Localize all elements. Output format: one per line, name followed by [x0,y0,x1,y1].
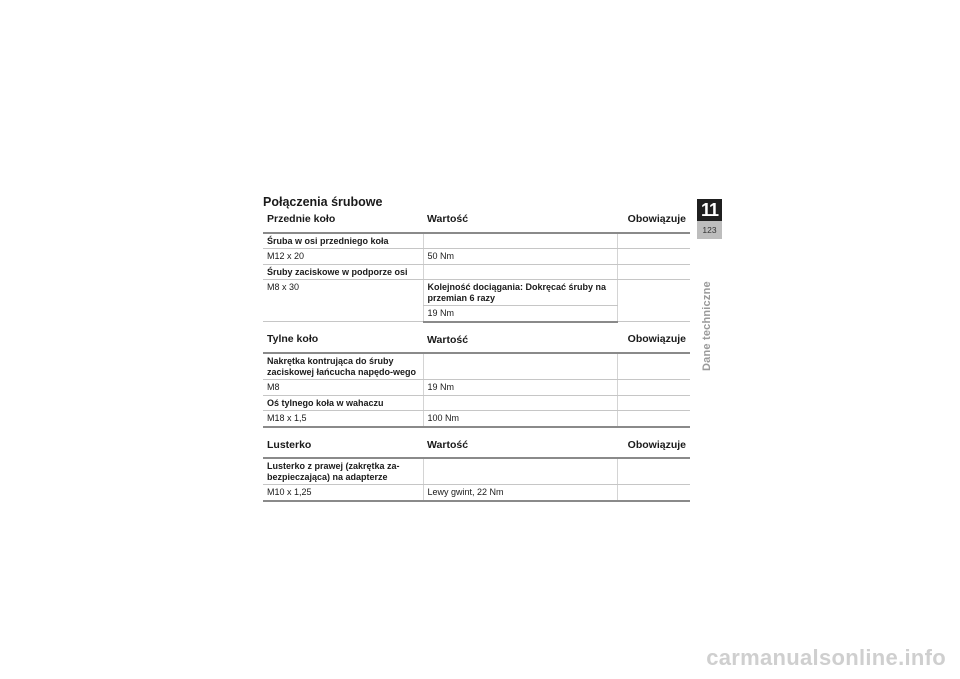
table-row [263,264,690,280]
table-row [263,380,690,396]
part-label: Śruba w osi przedniego koła [263,233,423,249]
bolt-size: M18 x 1,5 [263,411,423,427]
section-side-title: Dane techniczne [701,281,713,371]
page-number: 123 [697,221,722,239]
section-header-mirror [263,427,690,459]
column-value-header: Wartość [423,210,617,233]
table-row [263,233,690,249]
table-row [263,395,690,411]
bolt-size: M10 x 1,25 [263,485,423,501]
torque-value: 100 Nm [423,411,617,427]
table-row [263,411,690,427]
part-label: Lusterko z prawej (zakrętka za-bezpieczająca) na adapterze [263,458,423,485]
table-row [263,353,690,380]
table-row [263,280,690,306]
part-label: Oś tylnego koła w wahaczu [263,395,423,411]
table-row [263,485,690,501]
table-row [263,249,690,265]
torque-value: Lewy gwint, 22 Nm [423,485,617,501]
torque-table [263,210,690,502]
section-title: Lusterko [263,427,423,459]
torque-value: 19 Nm [423,380,617,396]
section-header-front-wheel [263,210,690,233]
bolt-size: M8 [263,380,423,396]
watermark: carmanualsonline.info [706,645,946,670]
chapter-number: 11 [697,199,722,221]
part-label: Nakrętka kontrująca do śruby zaciskowej łańcucha napędo-wego [263,353,423,380]
column-value-header: Wartość [423,427,617,459]
part-label: Śruby zaciskowe w podporze osi [263,264,423,280]
torque-value: 19 Nm [423,306,617,322]
bolt-size: M8 x 30 [263,280,423,322]
page-heading: Połączenia śrubowe [263,195,383,209]
torque-value: 50 Nm [423,249,617,265]
column-applies-header: Obowiązuje [617,427,690,459]
column-applies-header: Obowiązuje [617,322,690,354]
bolt-size: M12 x 20 [263,249,423,265]
section-title: Tylne koło [263,322,423,354]
section-title: Przednie koło [263,210,423,233]
column-applies-header: Obowiązuje [617,210,690,233]
tightening-note: Kolejność dociągania: Dokręcać śruby na przemian 6 razy [423,280,617,306]
column-value-header: Wartość [423,322,617,354]
section-header-rear-wheel [263,322,690,354]
table-row [263,458,690,485]
